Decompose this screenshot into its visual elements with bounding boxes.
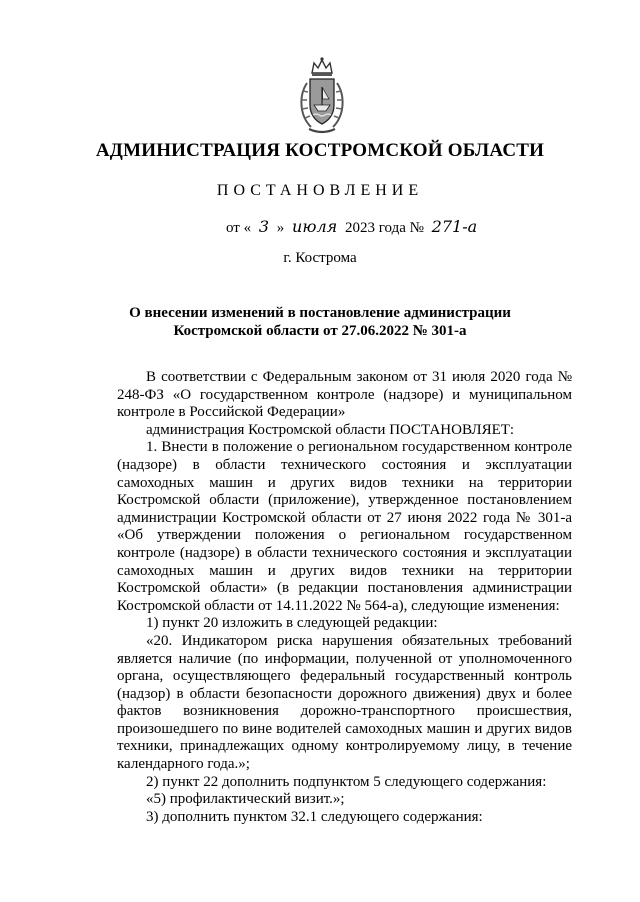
- date-day-handwritten: 3: [258, 217, 270, 236]
- paragraph-clause-20: «20. Индикатором риска нарушения обязательных требований является наличие (по информации, полученной от уполномоченного органа, осуществляющего федеральный государственный контроль (надзор) в области безопасности дорожного движения) двух и более фактов возникновения дорожно-транспортного происшествия, произошедшего по вине водителей самоходных машин и других видов техники, принадлежащих одному контролируемому лицу, в течение календарного года.»;: [117, 632, 572, 773]
- document-title: [0, 304, 640, 340]
- title-line-2: Костромской области от 27.06.2022 № 301-а: [173, 323, 467, 339]
- agency-name: АДМИНИСТРАЦИЯ КОСТРОМСКОЙ ОБЛАСТИ: [95, 140, 545, 161]
- document-number-handwritten: 271-а: [431, 217, 478, 236]
- paragraph-subitem-2: 2) пункт 22 дополнить подпунктом 5 следующего содержания:: [146, 773, 547, 790]
- paragraph-clause-5: «5) профилактический визит.»;: [146, 791, 345, 808]
- date-year: 2023 года №: [344, 220, 424, 236]
- paragraph-resolves: администрация Костромской области ПОСТАНОВЛЯЕТ:: [146, 421, 515, 438]
- city-name: г. Кострома: [283, 250, 357, 266]
- coat-of-arms-emblem: [295, 55, 349, 135]
- title-line-1: О внесении изменений в постановление администрации: [129, 305, 511, 321]
- document-body: [117, 369, 572, 826]
- paragraph-item-1: 1. Внести в положение о региональном государственном контроле (надзоре) в области технического состояния и эксплуатации самоходных машин и других видов техники на территории Костромской области (приложение), утвержденное постановлением администрации Костромской области от 27 июня 2022 года № 301-а «Об утверждении положения о региональном государственном контроле (надзоре) в области технического состояния и эксплуатации самоходных машин и других видов техники на территории Костромской области» (в редакции постановления администрации Костромской области от 14.11.2022 № 564-а), следующие изменения:: [117, 439, 572, 614]
- document-type: ПОСТАНОВЛЕНИЕ: [216, 182, 424, 199]
- paragraph-subitem-1: 1) пункт 20 изложить в следующей редакции:: [146, 615, 438, 632]
- paragraph-subitem-3: 3) дополнить пунктом 32.1 следующего содержания:: [146, 808, 483, 825]
- paragraph-legal-basis: В соответствии с Федеральным законом от 31 июля 2020 года № 248-ФЗ «О государственном контроле (надзоре) и муниципальном контроле в Российской Федерации»: [117, 369, 572, 421]
- date-month-handwritten: июля: [292, 217, 338, 236]
- date-day-close: »: [276, 220, 285, 236]
- date-number-line: [226, 217, 481, 237]
- date-prefix: от «: [226, 220, 252, 236]
